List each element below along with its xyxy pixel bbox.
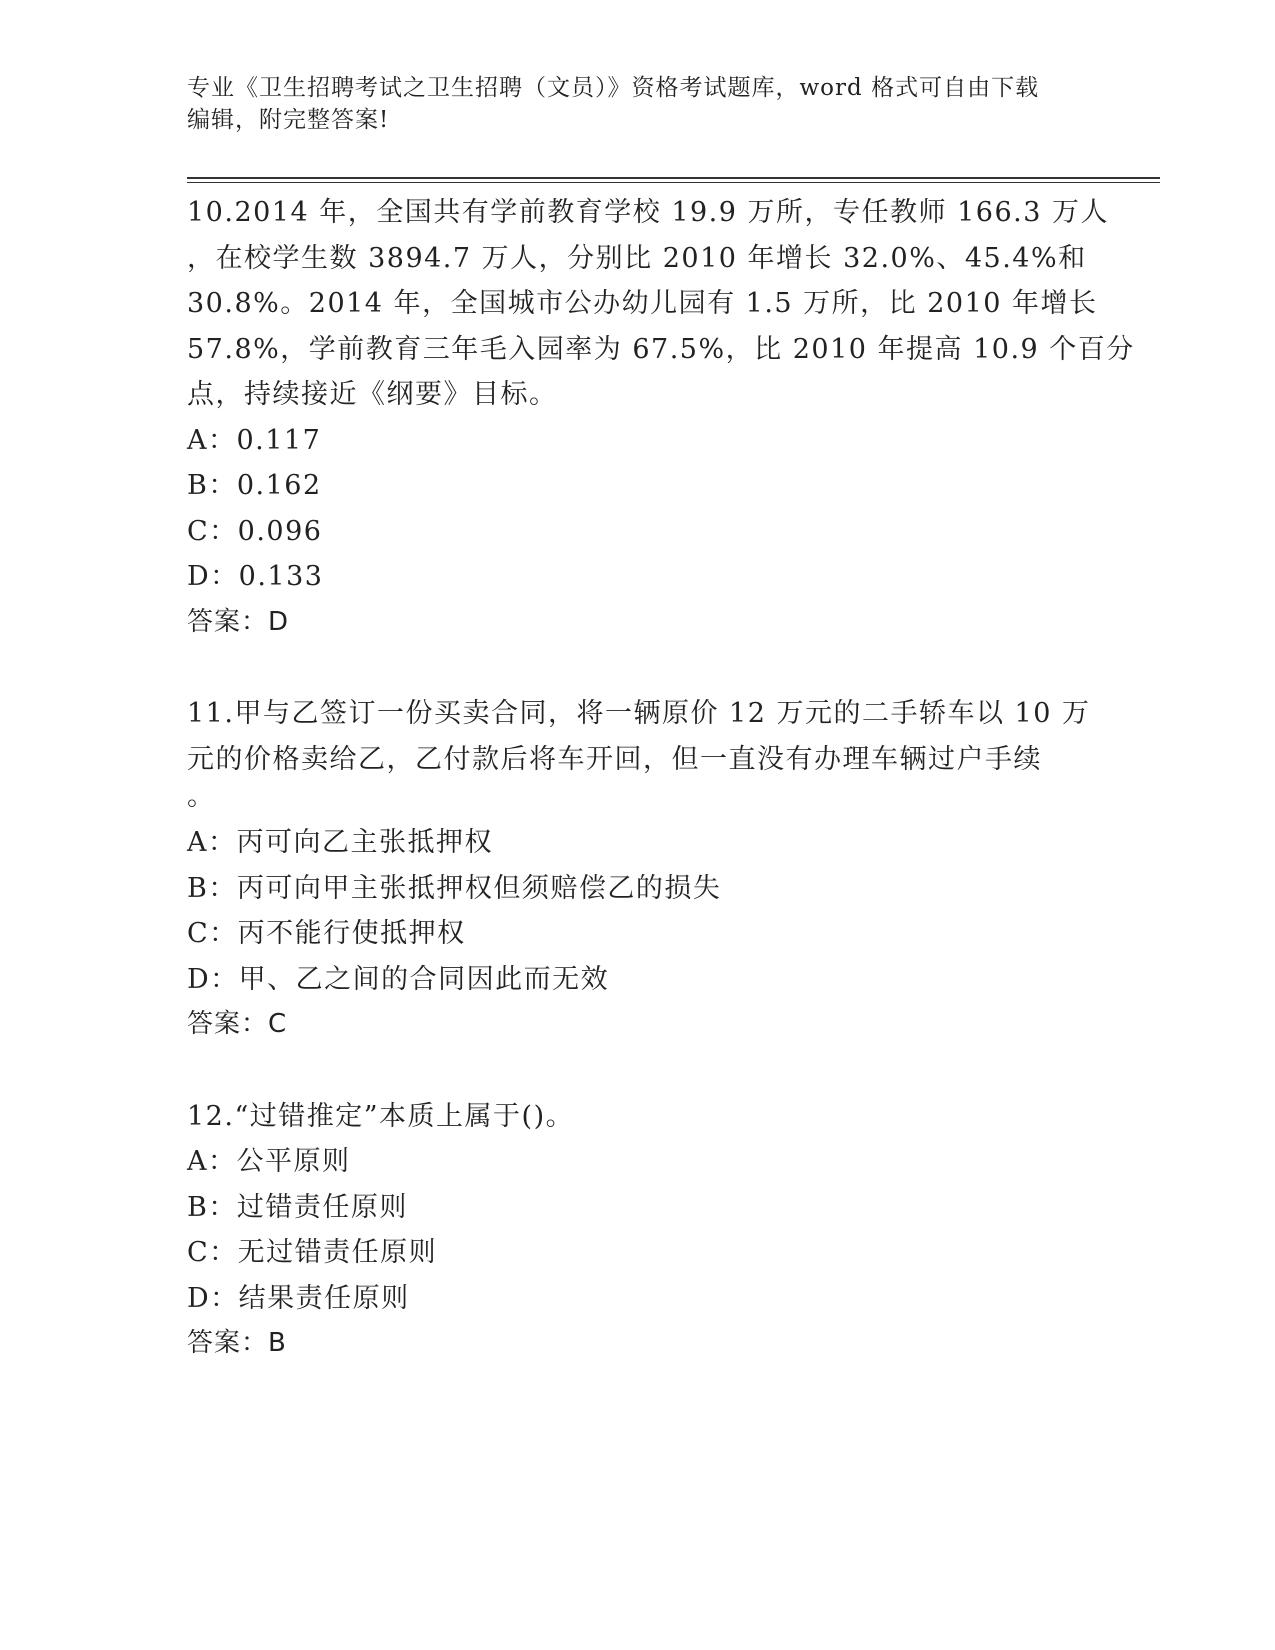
option-a: A：公平原则 — [187, 1146, 351, 1177]
spacer — [187, 1048, 1127, 1094]
option-a: A：丙可向乙主张抵押权 — [187, 827, 493, 858]
question-11 — [187, 691, 1127, 1048]
question-text-line: 点，持续接近《纲要》目标。 — [187, 379, 558, 410]
question-text-line: 57.8%，学前教育三年毛入园率为 67.5%，比 2010 年提高 10.9 个百分 — [187, 333, 1135, 365]
document-header — [187, 72, 1087, 136]
answer: 答案：D — [187, 606, 290, 637]
question-text-line: 10.2014 年，全国共有学前教育学校 19.9 万所，专任教师 166.3 万人 — [187, 197, 1109, 228]
answer: 答案：B — [187, 1328, 287, 1358]
question-text-line: 元的价格卖给乙，乙付款后将车开回，但一直没有办理车辆过户手续 — [187, 743, 1042, 775]
header-divider-thin — [187, 182, 1160, 183]
header-line: 编辑，附完整答案! — [187, 107, 390, 133]
option-a: A：0.117 — [187, 424, 322, 456]
header-line: 专业《卫生招聘考试之卫生招聘（文员）》资格考试题库，word 格式可自由下载 — [187, 75, 1040, 101]
question-text-line: 。 — [187, 781, 216, 812]
question-10 — [187, 190, 1135, 645]
answer: 答案：C — [187, 1009, 288, 1039]
question-text-line: 11.甲与乙签订一份买卖合同，将一辆原价 12 万元的二手轿车以 10 万 — [187, 698, 1091, 729]
header-divider-thick — [187, 177, 1160, 179]
question-text-line: ，在校学生数 3894.7 万人，分别比 2010 年增长 32.0%、45.4%和 — [187, 242, 1087, 274]
question-list — [187, 190, 1135, 1367]
option-c: C：无过错责任原则 — [187, 1237, 438, 1268]
option-b: B：0.162 — [187, 470, 322, 501]
question-text-line: 12.“过错推定”本质上属于()。 — [187, 1100, 575, 1132]
option-c: C：丙不能行使抵押权 — [187, 918, 466, 949]
option-c: C：0.096 — [187, 515, 323, 547]
option-b: B：丙可向甲主张抵押权但须赔偿乙的损失 — [187, 872, 722, 904]
question-text-line: 30.8%。2014 年，全国城市公办幼儿园有 1.5 万所，比 2010 年增长 — [187, 288, 1098, 319]
option-d: D：0.133 — [187, 561, 324, 592]
question-12 — [187, 1094, 1127, 1367]
option-d: D：甲、乙之间的合同因此而无效 — [187, 963, 610, 995]
option-b: B：过错责任原则 — [187, 1191, 408, 1223]
option-d: D：结果责任原则 — [187, 1282, 410, 1314]
spacer — [187, 645, 1127, 691]
